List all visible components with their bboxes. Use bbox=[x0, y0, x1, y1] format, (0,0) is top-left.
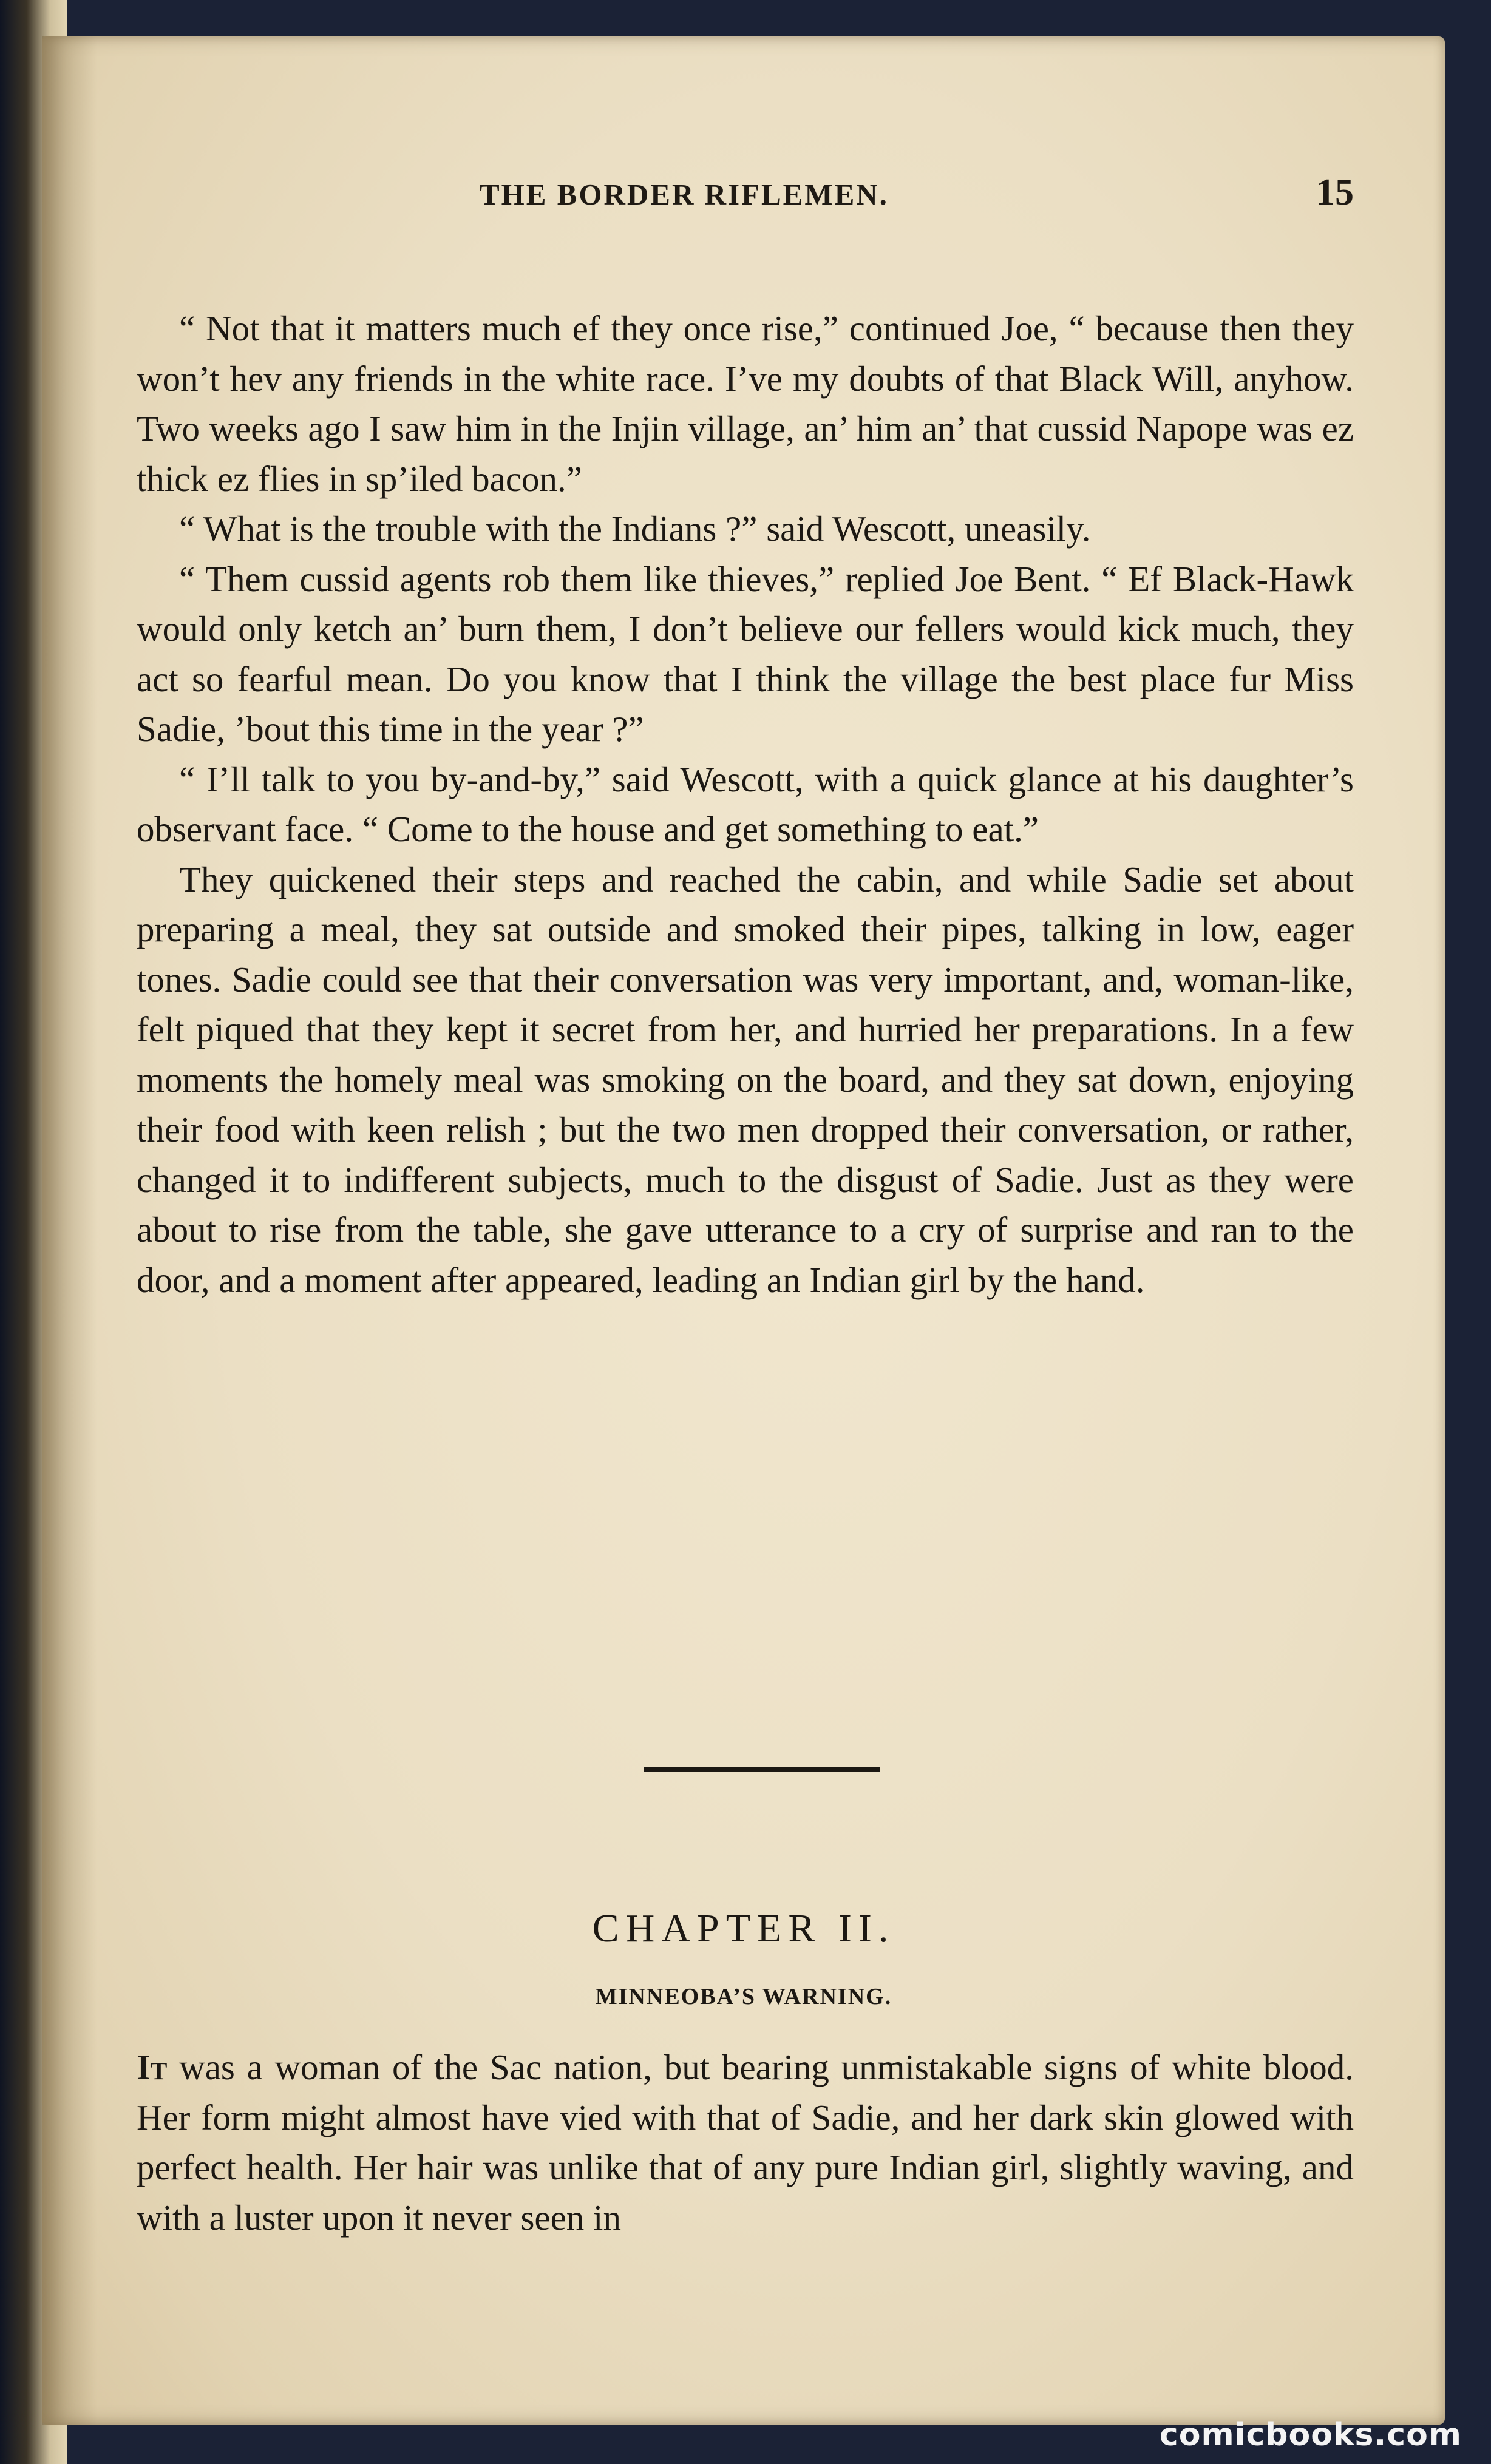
paragraph: “ What is the trouble with the Indians ?” said Wescott, uneasily. bbox=[179, 509, 1091, 549]
paragraph: They quickened their steps and reached the cabin, and while Sadie set about preparing a meal, they sat outside and smoked their pipes, talking in low, eager tones. Sadie could see that their conversation was very important, and, woman-like, felt piqued that they kept it secret from her, and hurried her preparations. In a few moments the homely meal was smoking on the board, and they sat down, enjoying their food with keen relish ; but the two men dropped their conversation, or rather, changed it to indifferent subjects, much to the disgust of Sadie. Just as they were about to rise from the table, she gave utterance to a cry of surprise and ran to the door, and a moment after appeared, leading an Indian girl by the hand. bbox=[137, 859, 1354, 1300]
paragraph: “ Not that it matters much ef they once rise,” continued Joe, “ because then they won’t hev any friends in the white race. I’ve my doubts of that Black Will, anyhow. Two weeks ago I saw him in the Injin village, an’ him an’ that cussid Napope was ez thick ez flies in sp’iled bacon.” bbox=[137, 308, 1354, 499]
chapter-opening-text bbox=[137, 2042, 1354, 2242]
small-caps-opening-word: It bbox=[137, 2047, 168, 2087]
running-title: THE BORDER RIFLEMEN. bbox=[480, 178, 889, 211]
chapter-title: CHAPTER II. bbox=[592, 1906, 895, 1951]
paragraph: “ I’ll talk to you by-and-by,” said Wescott, with a quick glance at his daughter’s observant face. “ Come to the house and get something to eat.” bbox=[137, 759, 1354, 849]
running-header bbox=[42, 171, 1445, 220]
site-watermark: comicbooks.com bbox=[1159, 2417, 1462, 2453]
section-divider-rule bbox=[644, 1767, 880, 1772]
book-page bbox=[42, 36, 1445, 2425]
gutter-shadow bbox=[42, 36, 97, 2425]
chapter-opening-paragraph bbox=[137, 2042, 1354, 2242]
body-text bbox=[137, 303, 1354, 1305]
paragraph: “ Them cussid agents rob them like thieves,” replied Joe Bent. “ Ef Black-Hawk would only ketch an’ burn them, I don’t believe our fellers would kick much, they act so fearful mean. Do you know that I think the village the best place fur Miss Sadie, ’bout this time in the year ?” bbox=[137, 558, 1354, 749]
chapter-subtitle: MINNEOBA’S WARNING. bbox=[595, 1984, 892, 2009]
page-number: 15 bbox=[1316, 172, 1354, 213]
chapter-opening-body: was a woman of the Sac nation, but bearing unmistakable signs of white blood. Her form might almost have vied with that of Sadie, and her dark skin glowed with perfect health. Her hair was unlike that of any pure Indian girl, slightly waving, and with a luster upon it never seen in bbox=[137, 2047, 1354, 2238]
